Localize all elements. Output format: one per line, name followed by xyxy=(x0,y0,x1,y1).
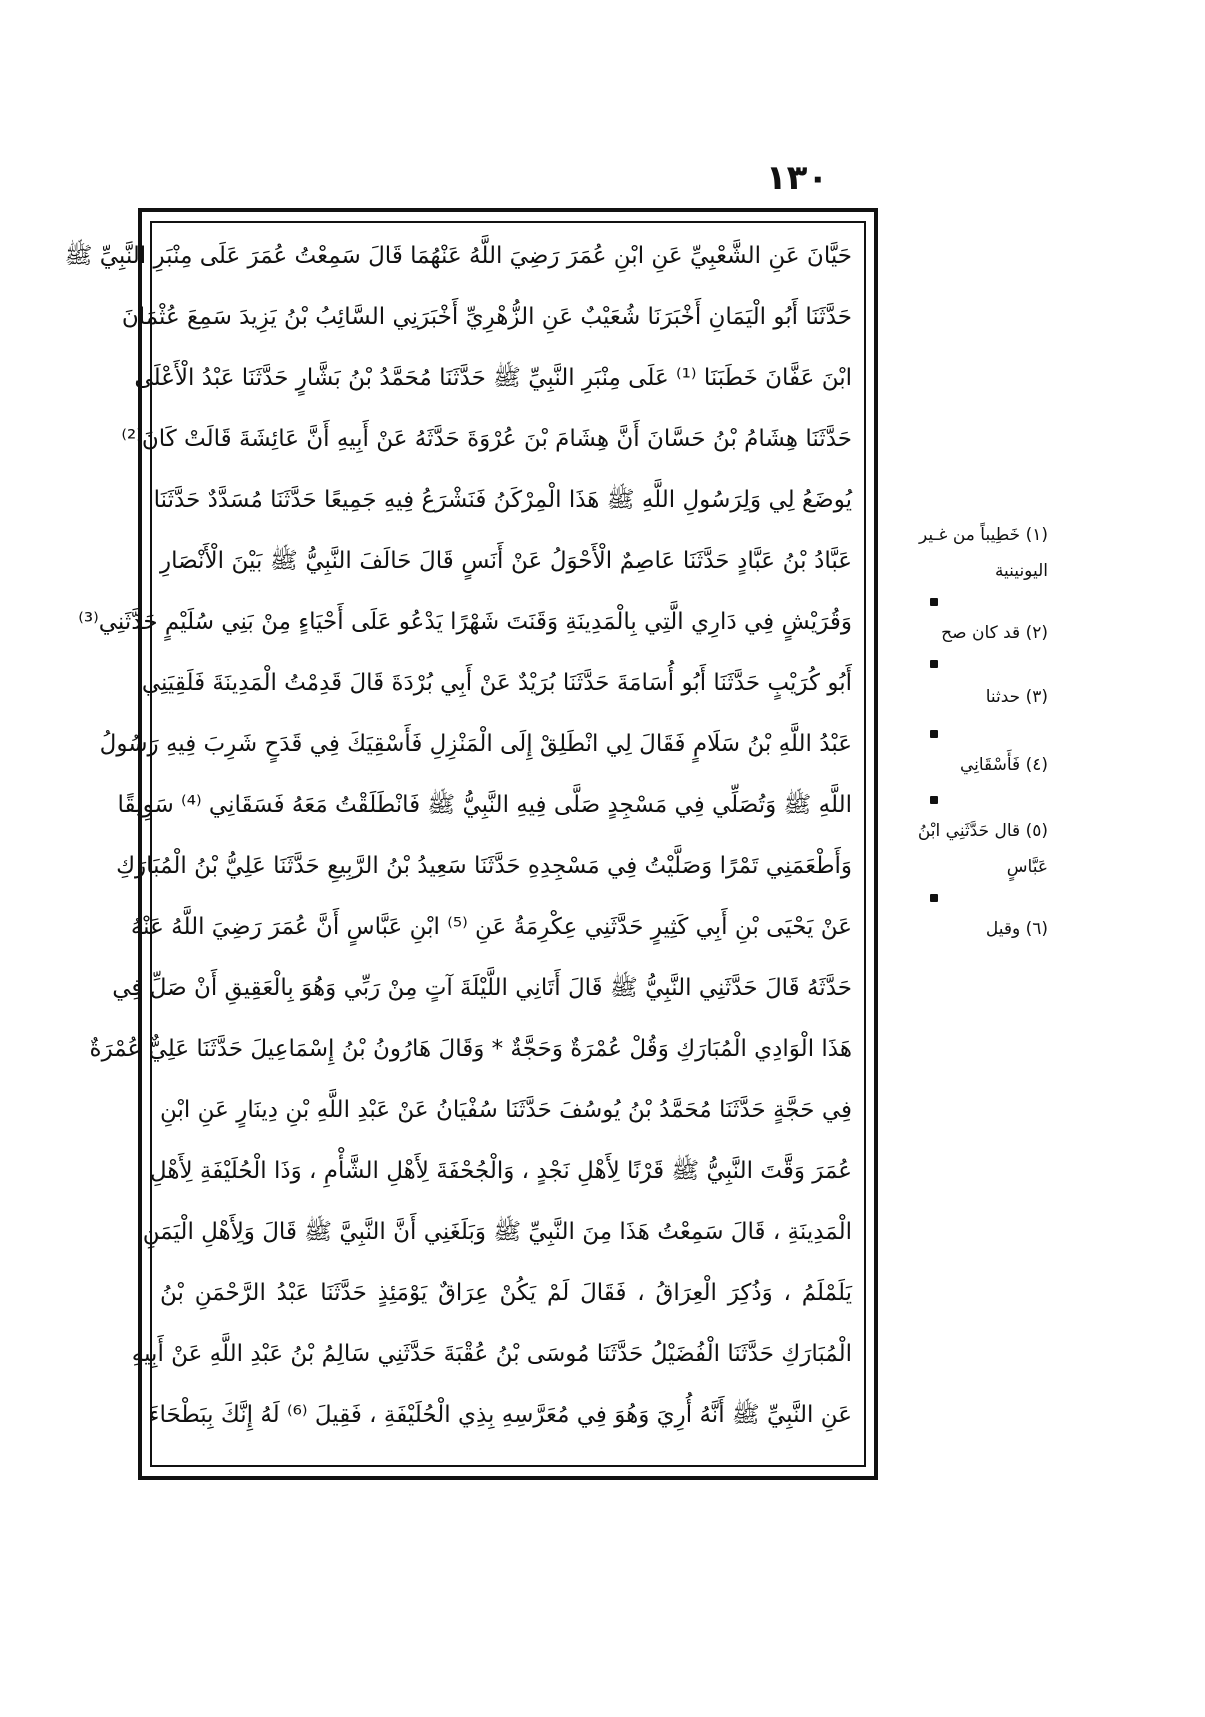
text-line: يُوضَعُ لِي وَلِرَسُولِ اللَّهِ ﷺ هَذَا الْمِرْكَنُ فَنَشْرَعُ فِيهِ جَمِيعًا حَدَّثَنَا مُسَدَّدٌ حَدَّثَنَا xyxy=(153,487,852,513)
footnote-5: (٥) قال حَدَّثَنِي ابْنُ xyxy=(917,821,1048,841)
text-line: وَأَطْعَمَنِي تَمْرًا وَصَلَّيْتُ فِي مَسْجِدِهِ حَدَّثَنَا سَعِيدُ بْنُ الرَّبِيعِ حَدَّثَنَا عَلِيُّ بْنُ الْمُبَارَكِ xyxy=(116,853,852,879)
footnote-marker-icon xyxy=(930,730,938,738)
text-line: الْمُبَارَكِ حَدَّثَنَا الْفُضَيْلُ حَدَّثَنَا مُوسَى بْنُ عُقْبَةَ حَدَّثَنِي سَالِمُ بْنُ عَبْدِ اللَّهِ عَنْ أَبِيهِ xyxy=(131,1341,852,1367)
footnote-marker-icon xyxy=(930,796,938,804)
footnote-4: (٤) فَأَسْقَانِي xyxy=(959,755,1048,775)
text-line: وَقُرَيْشٍ فِي دَارِي الَّتِي بِالْمَدِينَةِ وَقَنَتَ شَهْرًا يَدْعُو عَلَى أَحْيَاءٍ مِنْ بَنِي سُلَيْمٍ حَدَّثَنِي⁽³⁾ xyxy=(78,609,852,635)
text-line: عَنْ يَحْيَى بْنِ أَبِي كَثِيرٍ حَدَّثَنِي عِكْرِمَةُ عَنِ ⁽⁵⁾ ابْنِ عَبَّاسٍ أَنَّ عُمَرَ رَضِيَ اللَّهُ عَنْهُ xyxy=(130,914,852,940)
text-line: عُمَرَ وَقَّتَ النَّبِيُّ ﷺ قَرْنًا لِأَهْلِ نَجْدٍ ، وَالْجُحْفَةَ لِأَهْلِ الشَّأْمِ ، وَذَا الْحُلَيْفَةِ لِأَهْلِ xyxy=(149,1158,852,1184)
text-line: حَيَّانَ عَنِ الشَّعْبِيِّ عَنِ ابْنِ عُمَرَ رَضِيَ اللَّهُ عَنْهُمَا قَالَ سَمِعْتُ عُمَرَ عَلَى مِنْبَرِ النَّبِيِّ ﷺ xyxy=(64,243,852,269)
footnote-marker-icon xyxy=(930,894,938,902)
main-text-block xyxy=(64,226,852,1456)
text-line: أَبُو كُرَيْبٍ حَدَّثَنَا أَبُو أُسَامَةَ حَدَّثَنَا بُرَيْدٌ عَنْ أَبِي بُرْدَةَ قَالَ قَدِمْتُ الْمَدِينَةَ فَلَقِيَنِي xyxy=(141,670,852,696)
text-line: حَدَّثَنَا أَبُو الْيَمَانِ أَخْبَرَنَا شُعَيْبٌ عَنِ الزُّهْرِيِّ أَخْبَرَنِي السَّائِبُ بْنُ يَزِيدَ سَمِعَ عُثْمَانَ xyxy=(121,304,852,330)
text-line: عَنِ النَّبِيِّ ﷺ أَنَّهُ أُرِيَ وَهُوَ فِي مُعَرَّسِهِ بِذِي الْحُلَيْفَةِ ، فَقِيلَ ⁽⁶⁾ لَهُ إِنَّكَ بِبَطْحَاءَ xyxy=(148,1402,852,1428)
text-line: هَذَا الْوَادِي الْمُبَارَكِ وَقُلْ عُمْرَةٌ وَحَجَّةٌ * وَقَالَ هَارُونُ بْنُ إِسْمَاعِيلَ حَدَّثَنَا عَلِيٌّ عُمْرَةٌ xyxy=(89,1036,852,1062)
text-line: حَدَّثَهُ قَالَ حَدَّثَنِي النَّبِيُّ ﷺ قَالَ أَتَانِي اللَّيْلَةَ آتٍ مِنْ رَبِّي وَهُوَ بِالْعَقِيقِ أَنْ صَلِّ فِي xyxy=(112,975,852,1001)
footnote-3: (٣) حدثنا xyxy=(985,687,1048,707)
footnote-6: (٦) وقيل xyxy=(985,919,1048,939)
text-line: اللَّهِ ﷺ وَتُصَلِّي فِي مَسْجِدٍ صَلَّى فِيهِ النَّبِيُّ ﷺ فَانْطَلَقْتُ مَعَهُ فَسَقَانِي ⁽⁴⁾ سَوِيقًا xyxy=(117,792,852,818)
text-line: يَلَمْلَمُ ، وَذُكِرَ الْعِرَاقُ ، فَقَالَ لَمْ يَكُنْ عِرَاقٌ يَوْمَئِذٍ حَدَّثَنَا عَبْدُ الرَّحْمَنِ بْنُ xyxy=(160,1280,852,1306)
footnote-marker-icon xyxy=(930,598,938,606)
text-line: عَبْدُ اللَّهِ بْنُ سَلَامٍ فَقَالَ لِي انْطَلِقْ إِلَى الْمَنْزِلِ فَأَسْقِيَكَ فِي قَدَحٍ شَرِبَ فِيهِ رَسُولُ xyxy=(99,731,852,757)
footnote-1-continuation: اليونينية xyxy=(994,561,1048,581)
footnote-2: (٢) قد كان صح xyxy=(941,623,1048,643)
text-line: الْمَدِينَةِ ، قَالَ سَمِعْتُ هَذَا مِنَ النَّبِيِّ ﷺ وَبَلَغَنِي أَنَّ النَّبِيَّ ﷺ قَالَ وَلِأَهْلِ الْيَمَنِ xyxy=(142,1219,852,1245)
page-number: ١٣٠ xyxy=(765,158,829,198)
text-line: حَدَّثَنَا هِشَامُ بْنُ حَسَّانَ أَنَّ هِشَامَ بْنَ عُرْوَةَ حَدَّثَهُ عَنْ أَبِيهِ أَنَّ عَائِشَةَ قَالَتْ كَانَ⁽²⁾ xyxy=(121,426,852,452)
text-line: فِي حَجَّةٍ حَدَّثَنَا مُحَمَّدُ بْنُ يُوسُفَ حَدَّثَنَا سُفْيَانُ عَنْ عَبْدِ اللَّهِ بْنِ دِينَارٍ عَنِ ابْنِ xyxy=(160,1097,852,1123)
footnote-1: (١) خَطِيباً من غـير xyxy=(919,525,1048,545)
text-line: ابْنَ عَفَّانَ خَطَبَنَا ⁽¹⁾ عَلَى مِنْبَرِ النَّبِيِّ ﷺ حَدَّثَنَا مُحَمَّدُ بْنُ بَشَّارٍ حَدَّثَنَا عَبْدُ الْأَعْلَى xyxy=(134,365,852,391)
footnote-marker-icon xyxy=(930,660,938,668)
margin-footnotes xyxy=(888,510,1048,970)
text-line: عَبَّادُ بْنُ عَبَّادٍ حَدَّثَنَا عَاصِمٌ الْأَحْوَلُ عَنْ أَنَسٍ قَالَ حَالَفَ النَّبِيُّ ﷺ بَيْنَ الْأَنْصَارِ xyxy=(160,548,852,574)
footnote-5-continuation: عَبَّاسٍ xyxy=(1006,857,1048,877)
